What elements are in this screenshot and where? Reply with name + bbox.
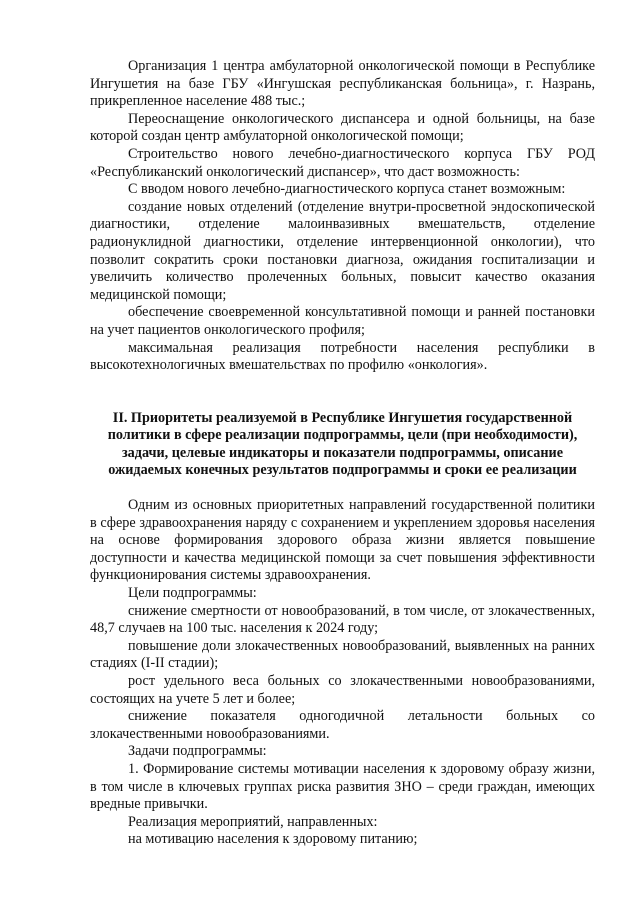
- intro-paragraph: обеспечение своевременной консультативной помощи и ранней постановки на учет пациентов онкологического профиля;: [90, 304, 595, 338]
- intro-paragraph: максимальная реализация потребности населения республики в высокотехнологичных вмешательствах по профилю «онкология».: [90, 339, 595, 374]
- goal-item: повышение доли злокачественных новообразований, выявленных на ранних стадиях (I-II стадии);: [90, 637, 595, 672]
- goal-item: снижение показателя одногодичной летальности больных со злокачественными новообразованиями.: [90, 708, 595, 742]
- intro-paragraph: создание новых отделений (отделение внутри-просветной эндоскопической диагностики, отделение малоинвазивных вмешательств, отделение радионуклидной диагностики, отделение интервенционной онкологии), что позволит сократить сроки постановки диагноза, ожидания госпитализации и увеличить количество пролеченных больных, повысит качество оказания медицинской помощи;: [90, 198, 595, 303]
- tasks-label: Задачи подпрограммы:: [128, 743, 267, 760]
- intro-paragraph: Организация 1 центра амбулаторной онкологической помощи в Республике Ингушетия на базе ГБУ «Ингушская республиканская больница», г. Назрань, прикрепленное население 488 тыс.;: [90, 58, 595, 110]
- intro-paragraph: С вводом нового лечебно-диагностического корпуса станет возможным:: [128, 181, 566, 198]
- intro-paragraph: Переоснащение онкологического диспансера и одной больницы, на базе которой создан центр амбулаторной онкологической помощи;: [90, 110, 595, 145]
- intro-paragraph: Строительство нового лечебно-диагностического корпуса ГБУ РОД «Республиканский онкологический диспансер», что даст возможность:: [90, 145, 595, 180]
- heading-spacer: [90, 480, 595, 497]
- document-page: [90, 58, 595, 849]
- section-heading: II. Приоритеты реализуемой в Республике Ингушетия государственной политики в сфере реализации подпрограммы, цели (при необходимости), задачи, целевые индикаторы и показатели подпрограммы, описание ожидаемых конечных результатов подпрограммы и сроки ее реализации: [107, 409, 578, 479]
- goals-label: Цели подпрограммы:: [128, 585, 257, 602]
- task-item: 1. Формирование системы мотивации населения к здоровому образу жизни, в том числе в ключевых группах риска развития ЗНО – среди граждан, имеющих вредные привычки.: [90, 760, 595, 813]
- section-spacer: [90, 375, 595, 410]
- goal-item: снижение смертности от новообразований, в том числе, от злокачественных, 48,7 случаев на 100 тыс. населения к 2024 году;: [90, 602, 595, 637]
- body-paragraph: на мотивацию населения к здоровому питанию;: [128, 831, 418, 848]
- body-paragraph: Реализация мероприятий, направленных:: [128, 813, 378, 830]
- body-paragraph: Одним из основных приоритетных направлений государственной политики в сфере здравоохранения наряду с сохранением и укреплением здоровья населения на основе формирования здорового образа жизни является повышение доступности и качества медицинской помощи за счет повышения эффективности функционирования системы здравоохранения.: [90, 497, 595, 584]
- goal-item: рост удельного веса больных со злокачественными новообразованиями, состоящих на учете 5 лет и более;: [90, 673, 595, 707]
